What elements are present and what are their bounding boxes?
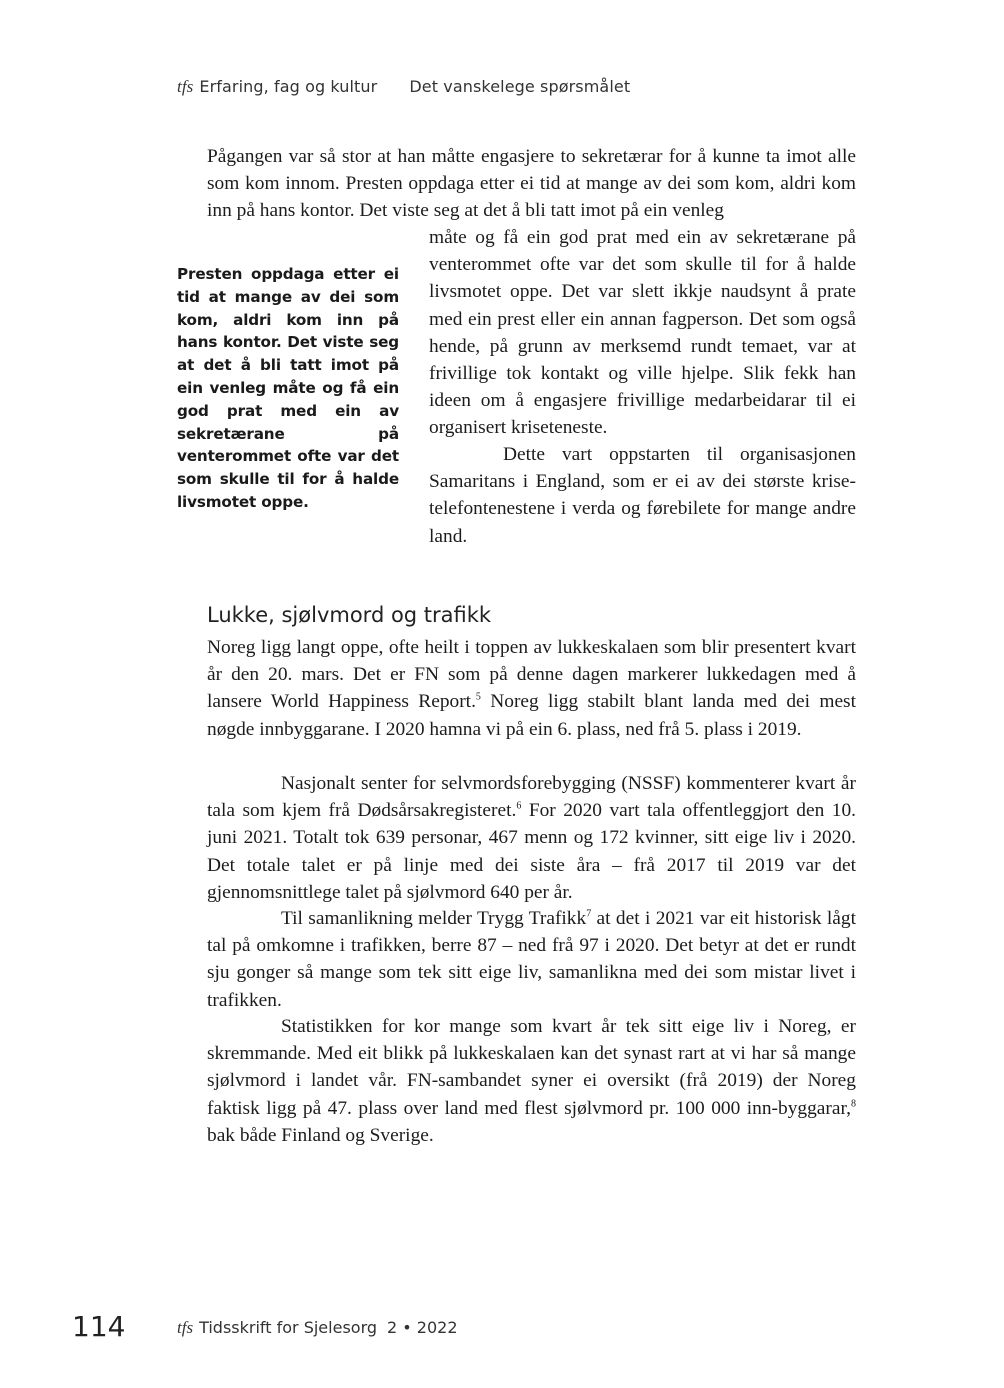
paragraph-continuation: måte og få ein god prat med ein av sekretærane på venterommet ofte var det som skulle til for å halde livsmotet oppe. Det var slett ikkje naudsynt å prate med ein prest eller ein annan fagperson. Det som også hende, på grunn av merksemd rundt temaet, var at frivillige tok kontakt og ville hjelpe. Slik fekk han ideen om å engasjere frivillige medarbeidarar til ei organisert kriseteneste.	[429, 227, 856, 439]
text-run: at det i 2021 var eit historisk lågt tal på omkomne i trafikken, berre 87 – ned frå 97 i 2020. Det betyr at det er rundt sju gonger så mange som tek sitt eige liv, samanlikna med dei som mistar livet i trafikken.	[207, 908, 856, 1011]
footnote-ref: 7	[586, 908, 592, 920]
running-footer	[177, 1318, 458, 1338]
text-run: bak både Finland og Sverige.	[207, 1124, 434, 1146]
pull-quote: Presten oppdaga etter ei tid at mange av dei som kom, aldri kom inn på hans kontor. Det viste seg at det å bli tatt imot på ein venleg måte og få ein god prat med ein av sekretærane på venterommet ofte var det som skulle til for å halde livsmotet oppe.	[177, 265, 399, 511]
issue-label: 2 • 2022	[387, 1318, 458, 1337]
text-run: For 2020 vart tala offentleggjort den 10. juni 2021. Totalt tok 639 personar, 467 menn og 172 kvinner, sitt eige liv i 2020. Det totale talet er på linje med dei siste åra – frå 2017 til 2019 var det gjennomsnittlege talet på sjølvmord 640 per år.	[207, 800, 856, 903]
journal-abbr: tfs	[177, 77, 194, 96]
paragraph-samaritans: Dette vart oppstarten til organisasjonen Samaritans i England, som er ei av dei største krise-telefontenestene i verda og førebilete for mange andre land.	[429, 444, 856, 547]
paragraph-nssf	[207, 770, 856, 906]
text-run: Noreg ligg langt oppe, ofte heilt i toppen av lukkeskalaen som blir presentert kvart år den 20. mars. Det er FN som på denne dagen markerer lukkedagen med å lansere World Happiness Report.	[207, 637, 856, 713]
section-title: Erfaring, fag og kultur	[199, 77, 378, 96]
section-heading: Lukke, sjølvmord og trafikk	[207, 603, 492, 627]
footnote-ref: 8	[851, 1098, 856, 1110]
paragraph-happiness	[207, 634, 856, 743]
page-number: 114	[72, 1310, 126, 1343]
running-header	[177, 77, 630, 97]
footnote-ref: 5	[475, 691, 481, 703]
paragraph-lead: Pågangen var så stor at han måtte engasjere to sekretærar for å kunne ta imot alle som kom innom. Presten oppdaga etter ei tid at mange av dei som kom, aldri kom inn på hans kontor. Det viste seg at det å bli tatt imot på ein venleg	[207, 146, 856, 222]
text-run: Statistikken for kor mange som kvart år tek sitt eige liv i Noreg, er skremmande. Med eit blikk på lukkeskalaen kan det synast rart at vi har så mange sjølvmord i landet vår. FN-sambandet syner ei oversikt (frå 2019) der Noreg faktisk ligg på 47. plass over land med flest sjølvmord pr. 100 000 inn-byggarar,	[207, 1016, 856, 1119]
footnote-ref: 6	[516, 800, 522, 812]
journal-name: Tidsskrift for Sjelesorg	[199, 1318, 378, 1337]
text-run: Nasjonalt senter for selvmordsforebygging (NSSF) kommenterer kvart år tala som kjem frå Dødsårsakregisteret.	[207, 773, 856, 822]
article-title: Det vanskelege spørsmålet	[409, 77, 631, 96]
text-run: Til samanlikning melder Trygg Trafikk	[281, 908, 587, 929]
journal-abbr: tfs	[177, 1318, 194, 1337]
text-run: Noreg ligg stabilt blant landa med dei mest nøgde innbyggarane. I 2020 hamna vi på ein 6. plass, ned frå 5. plass i 2019.	[207, 691, 856, 740]
paragraph-statistics	[207, 1013, 856, 1149]
paragraph-traffic	[207, 905, 856, 1014]
